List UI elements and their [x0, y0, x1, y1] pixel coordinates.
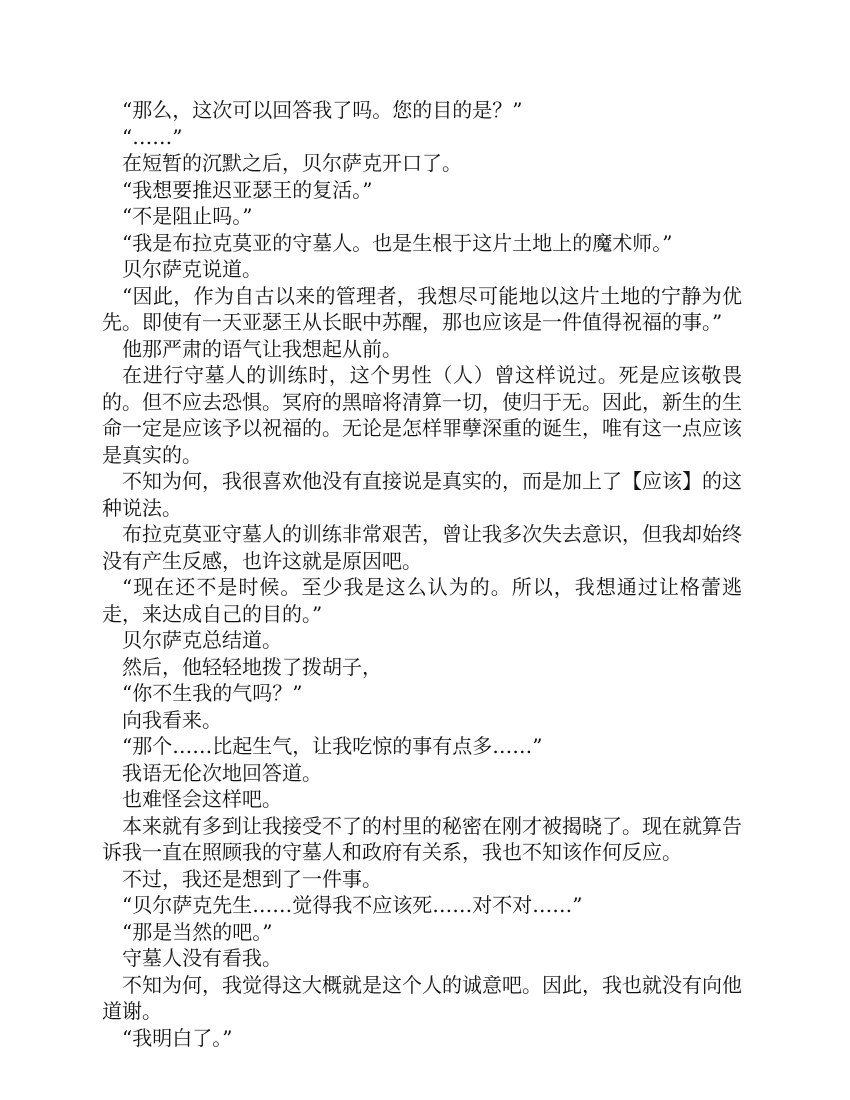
paragraph: “我是布拉克莫亚的守墓人。也是生根于这片土地上的魔术师。” [122, 230, 673, 255]
paragraph: “不是阻止吗。” [122, 204, 253, 228]
paragraph: 他那严肃的语气让我想起从前。 [122, 336, 402, 361]
paragraph: 不知为何，我很喜欢他没有直接说是真实的，而是加上了【应该】的这种说法。 [102, 469, 742, 520]
paragraph: “因此，作为自古以来的管理者，我想尽可能地以这片土地的宁静为优先。即使有一天亚瑟王从长眠中苏醒，那也应该是一件值得祝福的事。” [102, 283, 742, 334]
paragraph: 在进行守墓人的训练时，这个男性（人）曾这样说过。死是应该敬畏的。但不应去恐惧。冥府的黑暗将清算一切，使归于无。因此，新生的生命一定是应该予以祝福的。无论是怎样罪孽深重的诞生，唯有这一点应该是真实的。 [102, 363, 742, 467]
paragraph: 布拉克莫亚守墓人的训练非常艰苦，曾让我多次失去意识，但我却始终没有产生反感，也许这就是原因吧。 [102, 522, 742, 573]
paragraph: “贝尔萨克先生……觉得我不应该死……对不对……” [122, 893, 583, 917]
document-page [102, 97, 742, 1051]
paragraph: 然后，他轻轻地拨了拨胡子， [122, 654, 382, 679]
paragraph: “那个……比起生气，让我吃惊的事有点多……” [122, 734, 543, 758]
paragraph: “那么，这次可以回答我了吗。您的目的是？” [122, 98, 523, 122]
paragraph: “我想要推迟亚瑟王的复活。” [122, 177, 373, 202]
paragraph: “你不生我的气吗？” [122, 681, 303, 705]
paragraph: “那是当然的吧。” [122, 919, 273, 944]
paragraph: 不知为何，我觉得这大概就是这个人的诚意吧。因此，我也就没有向他道谢。 [102, 972, 742, 1023]
paragraph: 贝尔萨克说道。 [122, 257, 262, 281]
paragraph: 在短暂的沉默之后，贝尔萨克开口了。 [122, 151, 462, 175]
paragraph: 我语无伦次地回答道。 [122, 760, 322, 785]
paragraph: 向我看来。 [122, 707, 222, 732]
paragraph: “……” [122, 124, 183, 149]
paragraph: 贝尔萨克总结道。 [122, 628, 282, 652]
paragraph: 本来就有多到让我接受不了的村里的秘密在刚才被揭晓了。现在就算告诉我一直在照顾我的守墓人和政府有关系，我也不知该作何反应。 [102, 813, 742, 864]
paragraph: 守墓人没有看我。 [122, 946, 282, 970]
paragraph: “现在还不是时候。至少我是这么认为的。所以，我想通过让格蕾逃走，来达成自己的目的。” [102, 575, 742, 626]
paragraph: 不过，我还是想到了一件事。 [122, 866, 382, 891]
paragraph: 也难怪会这样吧。 [122, 787, 282, 811]
paragraph: “我明白了。” [122, 1025, 233, 1050]
